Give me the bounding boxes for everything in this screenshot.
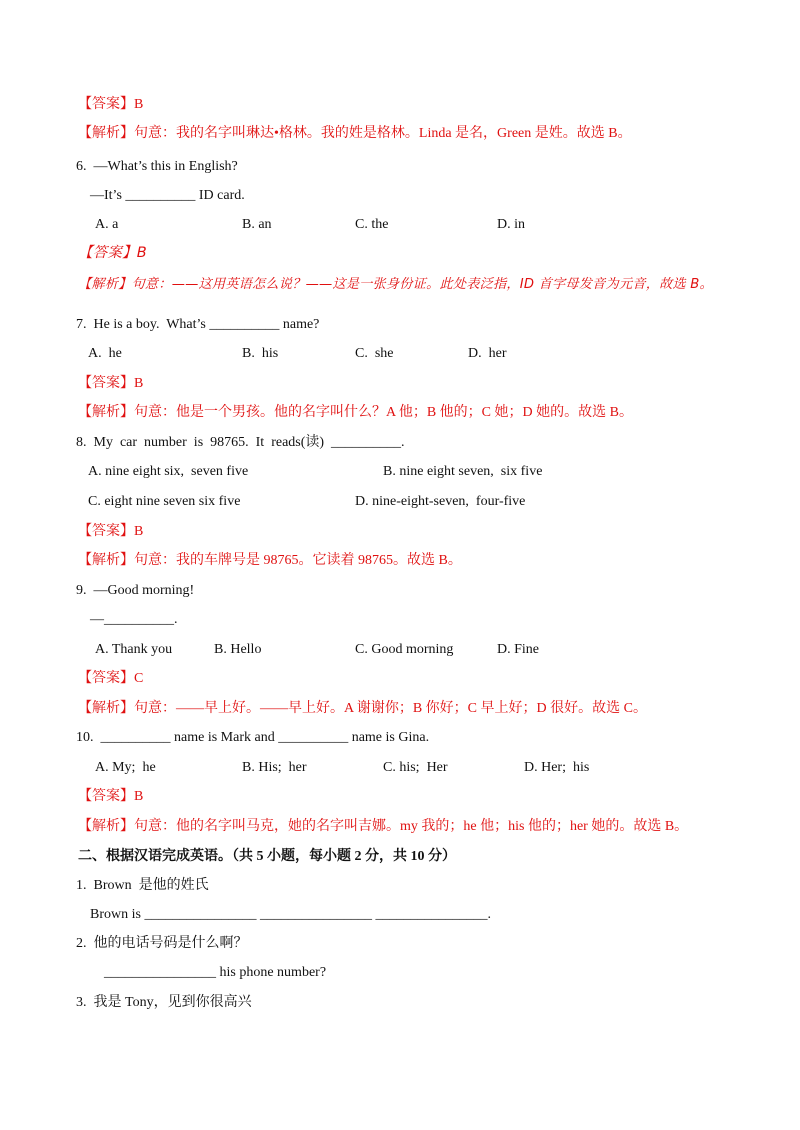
option-a: A. he [88,346,122,361]
option-c: C. she [355,346,394,361]
answer-label: 【答案】C [78,671,144,686]
question-text: 3. 我是 Tony，见到你很高兴 [76,995,252,1010]
question-text: —__________. [76,612,178,627]
question-text: 2. 他的电话号码是什么啊？ [76,936,248,951]
option-a: A. a [95,217,119,232]
option-a: A. My; he [95,760,156,775]
explanation-text: 【解析】句意：——这用英语怎么说？——这是一张身份证。此处表泛指，ID 首字母发音为元音，故选 B。 [78,277,713,292]
question-text: 6. —What’s this in English? [76,159,238,174]
option-c: C. Good morning [355,642,454,657]
option-a: A. nine eight six, seven five [88,464,249,479]
answer-label: 【答案】B [78,245,147,261]
option-a: A. Thank you [95,642,173,657]
option-b: B. His; her [242,760,307,775]
question-text: 8. My car number is 98765. It reads(读) __________. [76,435,405,450]
explanation-text: 【解析】句意：我的车牌号是 98765。它读着 98765。故选 B。 [78,553,462,568]
question-text: Brown is ________________ ________________ ________________. [76,907,491,922]
option-d: D. Her; his [524,760,590,775]
question-text: ________________ his phone number? [76,965,327,980]
question-text: 1. Brown 是他的姓氏 [76,878,209,893]
option-d: D. in [497,217,525,232]
answer-label: 【答案】B [78,376,144,391]
option-d: D. her [468,346,507,361]
question-text: 10. __________ name is Mark and __________ name is Gina. [76,730,430,745]
explanation-text: 【解析】句意：他是一个男孩。他的名字叫什么？A 他；B 他的；C 她；D 她的。故选 B。 [78,405,633,420]
question-text: 9. —Good morning! [76,583,195,598]
option-d: D. Fine [497,642,539,657]
question-text: 7. He is a boy. What’s __________ name? [76,317,320,332]
answer-label: 【答案】B [78,789,144,804]
answer-label: 【答案】B [78,97,144,112]
option-b: B. Hello [214,642,262,657]
option-c: C. eight nine seven six five [88,494,241,509]
option-d: D. nine-eight-seven, four-five [355,494,526,509]
option-b: B. an [242,217,272,232]
explanation-text: 【解析】句意：他的名字叫马克，她的名字叫吉娜。my 我的；he 他；his 他的；her 她的。故选 B。 [78,819,689,834]
section-heading: 二、根据汉语完成英语。（共 5 小题，每小题 2 分，共 10 分） [78,849,456,864]
option-c: C. the [355,217,389,232]
option-b: B. nine eight seven, six five [383,464,543,479]
explanation-text: 【解析】句意：——早上好。——早上好。A 谢谢你；B 你好；C 早上好；D 很好。故选 C。 [78,701,647,716]
option-c: C. his; Her [383,760,448,775]
question-text: —It’s __________ ID card. [76,188,245,203]
explanation-text: 【解析】句意：我的名字叫琳达•格林。我的姓是格林。Linda 是名，Green 是姓。故选 B。 [78,126,632,141]
answer-label: 【答案】B [78,524,144,539]
option-b: B. his [242,346,279,361]
